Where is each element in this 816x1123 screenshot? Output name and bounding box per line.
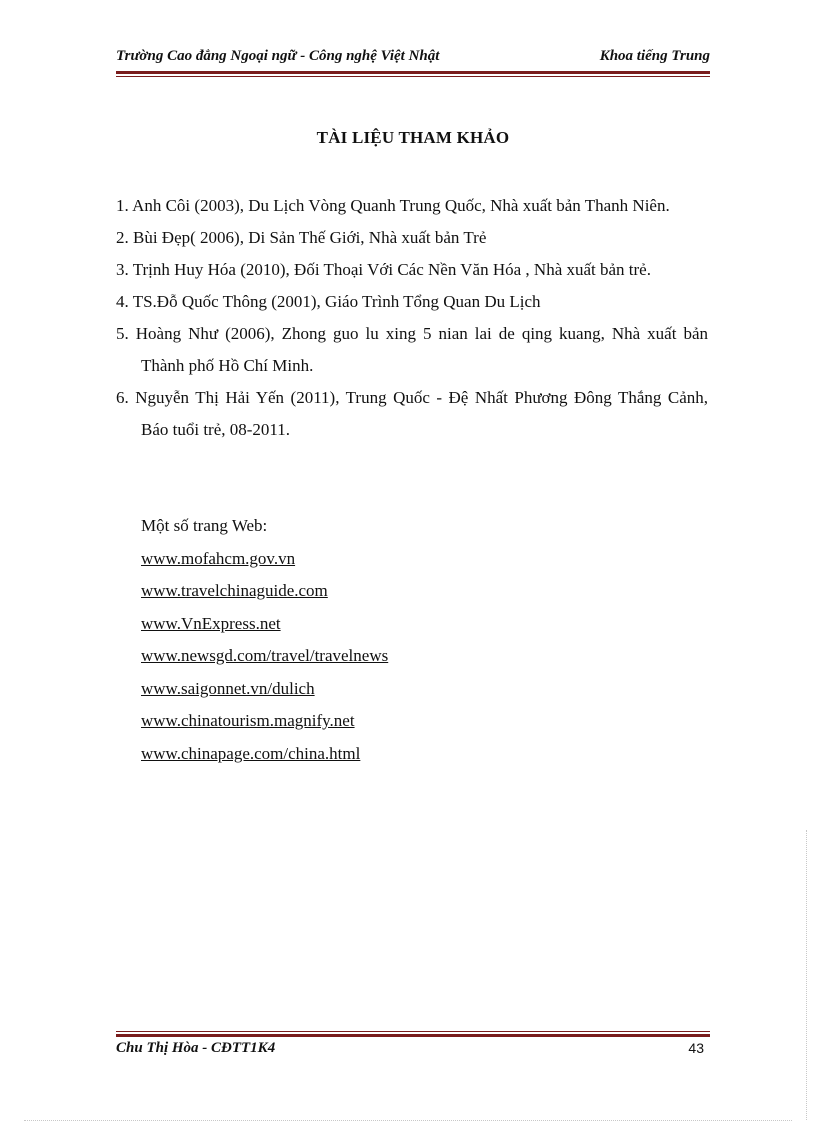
footer-rule-thick (116, 1034, 710, 1037)
header-department: Khoa tiếng Trung (599, 48, 710, 64)
page-title: TÀI LIỆU THAM KHẢO (316, 128, 510, 147)
web-link-chinapage[interactable]: www.chinapage.com/china.html (141, 743, 361, 763)
reference-item: 1. Anh Côi (2003), Du Lịch Vòng Quanh Trung Quốc, Nhà xuất bản Thanh Niên. (116, 196, 670, 215)
reference-list (116, 190, 708, 446)
web-link-mofahcm[interactable]: www.mofahcm.gov.vn (141, 548, 296, 568)
web-links-section (141, 510, 388, 770)
reference-item: 5. Hoàng Như (2006), Zhong guo lu xing 5 nian lai de qing kuang, Nhà xuất bản Thành phố Hồ Chí Minh. (116, 324, 709, 375)
reference-item: 3. Trịnh Huy Hóa (2010), Đối Thoại Với Các Nền Văn Hóa , Nhà xuất bản trẻ. (116, 260, 651, 279)
web-link-newsgd[interactable]: www.newsgd.com/travel/travelnews (141, 646, 389, 665)
web-link-travelchinaguide[interactable]: www.travelchinaguide.com (141, 581, 328, 600)
web-link-saigonnet[interactable]: www.saigonnet.vn/dulich (141, 678, 315, 698)
reference-item: 2. Bùi Đẹp( 2006), Di Sản Thế Giới, Nhà xuất bản Trẻ (116, 228, 487, 247)
reference-item: 6. Nguyễn Thị Hải Yến (2011), Trung Quốc - Đệ Nhất Phương Đông Thắng Cảnh, Báo tuổi trẻ, 08-2011. (116, 388, 709, 439)
page-edge-right (806, 830, 807, 1120)
page-edge-bottom (24, 1120, 792, 1121)
footer-rule-thin (116, 1031, 710, 1032)
footer-author: Chu Thị Hòa - CĐTT1K4 (116, 1040, 276, 1056)
header-rule-thin (116, 76, 710, 77)
page-number: 43 (688, 1040, 704, 1056)
web-link-vnexpress[interactable]: www.VnExpress.net (141, 613, 281, 633)
web-heading: Một số trang Web: (141, 516, 268, 535)
header-school-name: Trường Cao đẳng Ngoại ngữ - Công nghệ Việt Nhật (116, 48, 440, 64)
web-link-chinatourism[interactable]: www.chinatourism.magnify.net (141, 711, 355, 730)
header-rule-thick (116, 71, 710, 74)
reference-item: 4. TS.Đỗ Quốc Thông (2001), Giáo Trình Tổng Quan Du Lịch (116, 292, 541, 311)
page-header (116, 48, 710, 70)
